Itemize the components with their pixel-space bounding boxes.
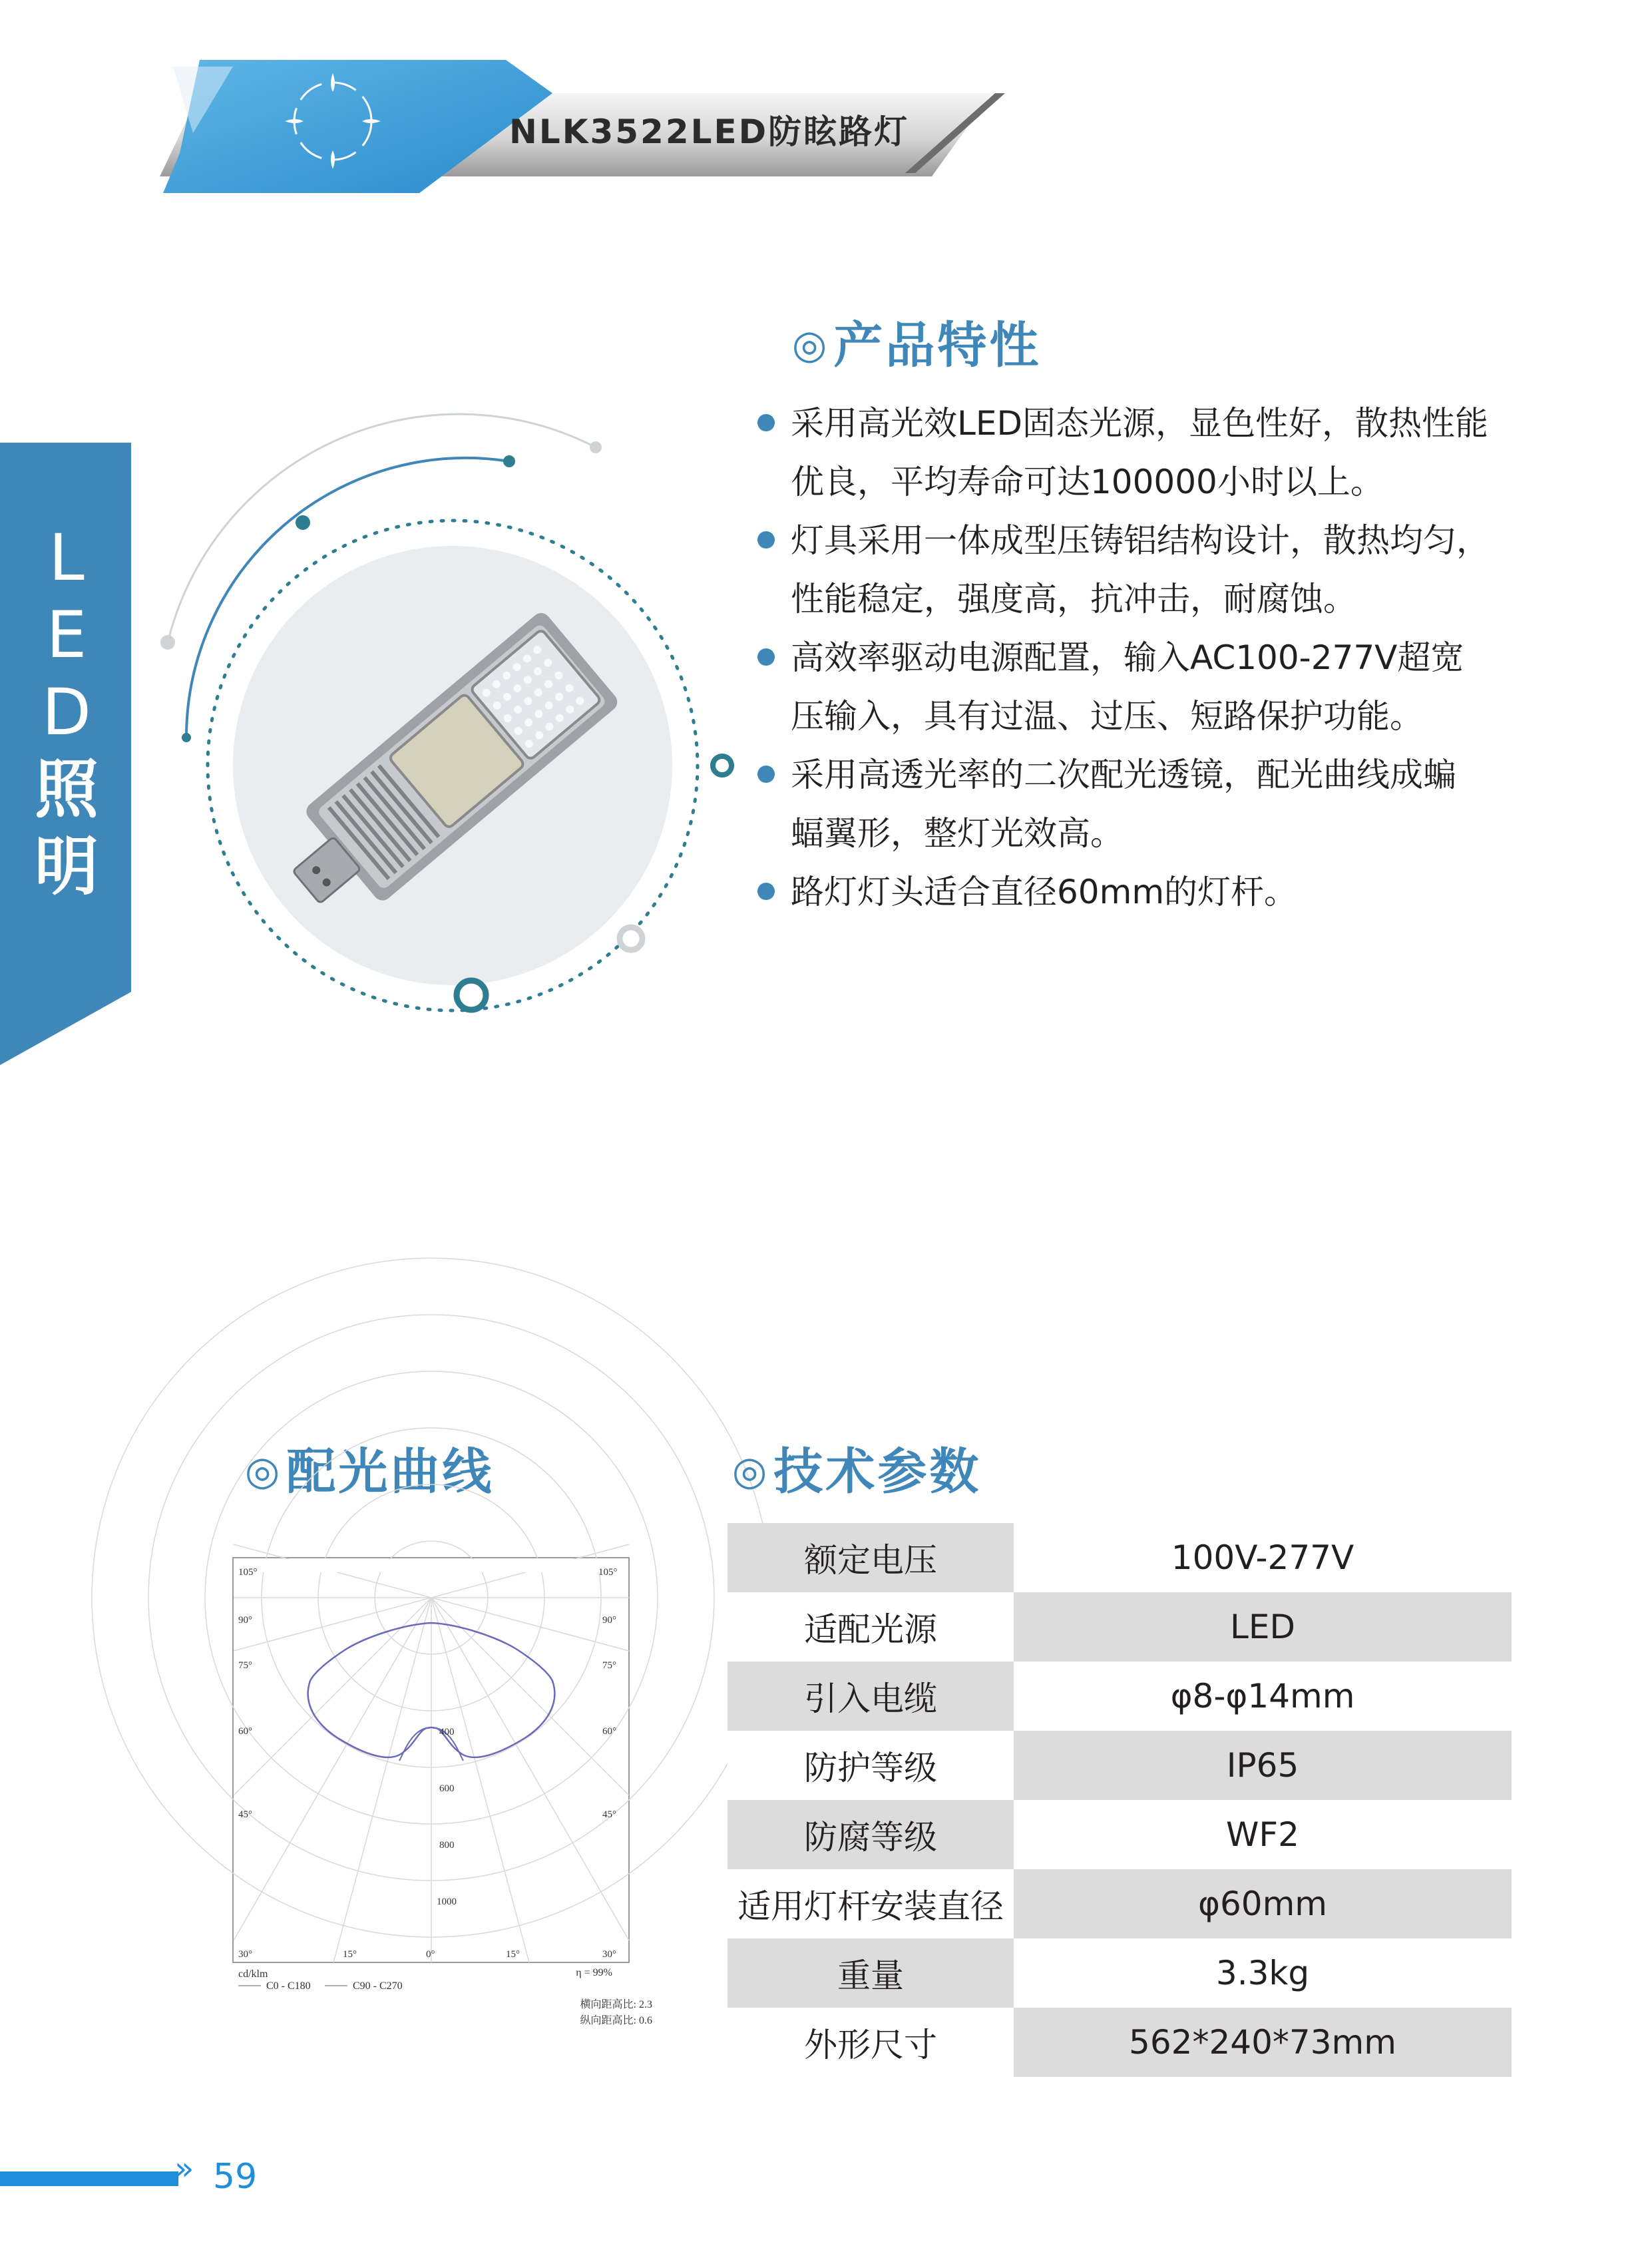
feature-item — [752, 863, 1538, 921]
spec-value: IP65 — [1014, 1731, 1512, 1800]
light-curve-title: 配光曲线 — [286, 1443, 495, 1500]
spec-value: 3.3kg — [1014, 1938, 1512, 2008]
feature-line: 路灯灯头适合直径60mm的灯杆。 — [791, 873, 1298, 911]
intensity-tick: 600 — [439, 1783, 455, 1794]
specs-heading — [732, 1433, 981, 1503]
spec-value: φ8-φ14mm — [1014, 1662, 1512, 1731]
angle-label: 45° — [602, 1809, 616, 1820]
light-distribution-chart — [233, 1558, 652, 2037]
intensity-tick: 1000 — [437, 1897, 457, 1907]
spec-value: LED — [1014, 1592, 1512, 1662]
table-row — [727, 1731, 1512, 1800]
angle-label: 90° — [602, 1615, 616, 1626]
feature-line: 优良，平均寿命可达100000小时以上。 — [791, 463, 1384, 501]
angle-label: 30° — [602, 1949, 616, 1960]
legend-c0: C0 - C180 — [266, 1980, 311, 1992]
ratio-longitudinal: 纵向距高比: 0.6 — [580, 2015, 652, 2026]
angle-label: 60° — [602, 1726, 616, 1737]
target-icon: ◎ — [732, 1448, 770, 1494]
feature-line: 蝠翼形，整灯光效高。 — [791, 814, 1124, 853]
spec-key: 防腐等级 — [727, 1800, 1014, 1869]
angle-label: 30° — [238, 1949, 252, 1960]
table-row — [727, 1869, 1512, 1938]
feature-line: 压输入，具有过温、过压、短路保护功能。 — [791, 697, 1423, 736]
spec-key: 重量 — [727, 1938, 1014, 2008]
specs-title: 技术参数 — [773, 1443, 982, 1500]
page-number: 59 — [213, 2157, 258, 2197]
brand-logo — [273, 61, 393, 181]
legend-c90: C90 - C270 — [353, 1980, 403, 1992]
product-illustration — [153, 419, 752, 1018]
efficiency-label: η = 99% — [576, 1967, 612, 1978]
angle-label: 90° — [238, 1615, 252, 1626]
feature-line: 采用高光效LED固态光源，显色性好，散热性能 — [791, 404, 1488, 443]
table-row — [727, 1800, 1512, 1869]
side-char-zhao: 照 — [35, 752, 99, 827]
angle-label: 75° — [238, 1660, 252, 1671]
double-chevron-icon: » — [174, 2150, 194, 2187]
feature-item — [752, 394, 1538, 511]
side-category-label — [27, 519, 106, 905]
spec-key: 外形尺寸 — [727, 2008, 1014, 2077]
bullet-icon — [757, 414, 775, 431]
target-icon: ◎ — [792, 322, 830, 368]
bullet-icon — [757, 648, 775, 666]
spec-value: WF2 — [1014, 1800, 1512, 1869]
table-row — [727, 1662, 1512, 1731]
specs-table — [727, 1523, 1512, 2077]
light-curve-heading — [245, 1433, 494, 1503]
bullet-icon — [757, 883, 775, 900]
feature-line: 采用高透光率的二次配光透镜，配光曲线成蝙 — [791, 756, 1456, 794]
side-char-d: D — [42, 675, 91, 750]
footer-bar — [0, 2171, 178, 2186]
feature-item — [752, 746, 1538, 863]
side-char-e: E — [46, 598, 87, 672]
spec-key: 额定电压 — [727, 1523, 1014, 1592]
target-icon: ◎ — [245, 1448, 283, 1494]
angle-label: 45° — [238, 1809, 252, 1820]
feature-line: 性能稳定，强度高，抗冲击，耐腐蚀。 — [791, 580, 1356, 618]
features-heading — [792, 306, 1041, 377]
bullet-icon — [757, 531, 775, 549]
spec-key: 引入电缆 — [727, 1662, 1014, 1731]
angle-label: 105° — [598, 1567, 618, 1578]
feature-item — [752, 511, 1538, 628]
ratio-transverse: 横向距高比: 2.3 — [580, 1999, 652, 2010]
angle-label: 105° — [238, 1567, 258, 1578]
feature-line: 灯具采用一体成型压铸铝结构设计，散热均匀， — [791, 521, 1490, 560]
intensity-tick: 400 — [439, 1727, 455, 1737]
intensity-tick: 800 — [439, 1840, 455, 1851]
bullet-icon — [757, 766, 775, 783]
side-char-l: L — [49, 521, 85, 595]
angle-label: 75° — [602, 1660, 616, 1671]
chart-unit: cd/klm — [238, 1968, 268, 1980]
angle-label: 15° — [343, 1949, 357, 1960]
spec-key: 适配光源 — [727, 1592, 1014, 1662]
spec-key: 适用灯杆安装直径 — [727, 1869, 1014, 1938]
spec-value: φ60mm — [1014, 1869, 1512, 1938]
angle-label: 60° — [238, 1726, 252, 1737]
table-row — [727, 1592, 1512, 1662]
product-title: NLK3522LED防眩路灯 — [509, 112, 910, 151]
angle-label: 15° — [506, 1949, 520, 1960]
side-char-ming: 明 — [35, 829, 99, 904]
angle-label: 0° — [426, 1949, 435, 1960]
spec-key: 防护等级 — [727, 1731, 1014, 1800]
features-list — [752, 394, 1538, 921]
spec-value: 100V-277V — [1014, 1523, 1512, 1592]
spec-value: 562*240*73mm — [1014, 2008, 1512, 2077]
feature-item — [752, 628, 1538, 746]
feature-line: 高效率驱动电源配置，输入AC100-277V超宽 — [791, 638, 1464, 677]
table-row — [727, 2008, 1512, 2077]
table-row — [727, 1938, 1512, 2008]
table-row — [727, 1523, 1512, 1592]
features-title: 产品特性 — [833, 317, 1042, 374]
